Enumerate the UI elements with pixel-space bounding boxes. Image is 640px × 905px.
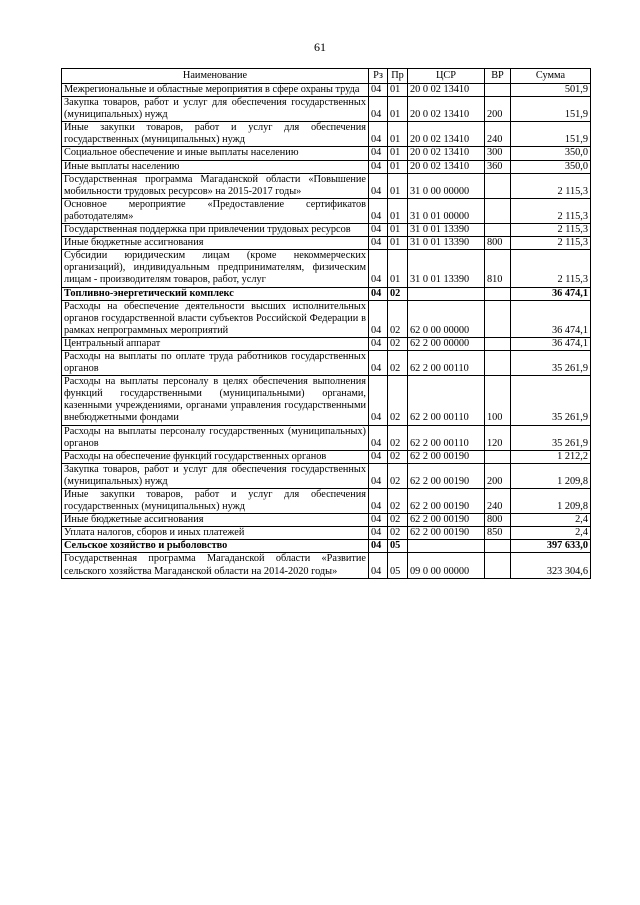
cell-name: Расходы на выплаты персоналу в целях обеспечения выполнения функций государственными (муниципальными) органами, казенными учреждениями, органами управления государственными внебюджетными фондами — [62, 376, 369, 425]
table-row — [62, 337, 591, 350]
cell-sum: 2,4 — [511, 527, 591, 540]
cell-rz: 04 — [369, 198, 388, 223]
budget-table — [61, 68, 591, 579]
cell-name: Государственная поддержка при привлечении трудовых ресурсов — [62, 224, 369, 237]
table-row — [62, 489, 591, 514]
table-row — [62, 376, 591, 425]
cell-vr — [485, 337, 511, 350]
cell-name: Иные бюджетные ассигнования — [62, 514, 369, 527]
cell-vr — [485, 198, 511, 223]
cell-pr: 02 — [388, 287, 408, 300]
cell-name: Межрегиональные и областные мероприятия в сфере охраны труда — [62, 84, 369, 97]
cell-vr — [485, 84, 511, 97]
cell-vr — [485, 300, 511, 337]
cell-sum: 151,9 — [511, 122, 591, 147]
cell-rz: 04 — [369, 425, 388, 450]
cell-name: Расходы на выплаты по оплате труда работников государственных органов — [62, 350, 369, 375]
header-rz: Рз — [369, 69, 388, 84]
cell-rz: 04 — [369, 84, 388, 97]
cell-name: Иные закупки товаров, работ и услуг для обеспечения государственных (муниципальных) нужд — [62, 489, 369, 514]
cell-vr — [485, 287, 511, 300]
cell-csr: 31 0 01 13390 — [408, 237, 485, 250]
cell-pr: 02 — [388, 527, 408, 540]
cell-vr — [485, 224, 511, 237]
cell-rz: 04 — [369, 300, 388, 337]
cell-vr: 360 — [485, 160, 511, 173]
table-row — [62, 350, 591, 375]
table-row — [62, 553, 591, 578]
cell-sum: 2 115,3 — [511, 198, 591, 223]
cell-pr: 02 — [388, 350, 408, 375]
cell-pr: 01 — [388, 237, 408, 250]
cell-csr: 62 2 00 00000 — [408, 337, 485, 350]
cell-rz: 04 — [369, 173, 388, 198]
header-sum: Сумма — [511, 69, 591, 84]
table-row — [62, 147, 591, 160]
cell-rz: 04 — [369, 147, 388, 160]
cell-name: Закупка товаров, работ и услуг для обеспечения государственных (муниципальных) нужд — [62, 463, 369, 488]
cell-vr: 240 — [485, 122, 511, 147]
cell-sum: 1 212,2 — [511, 450, 591, 463]
cell-name: Расходы на обеспечение функций государственных органов — [62, 450, 369, 463]
cell-vr: 810 — [485, 250, 511, 287]
cell-csr: 62 2 00 00110 — [408, 376, 485, 425]
cell-vr: 200 — [485, 97, 511, 122]
cell-csr: 31 0 01 00000 — [408, 198, 485, 223]
cell-sum: 350,0 — [511, 147, 591, 160]
cell-rz: 04 — [369, 122, 388, 147]
header-vr: ВР — [485, 69, 511, 84]
cell-pr: 02 — [388, 300, 408, 337]
header-pr: Пр — [388, 69, 408, 84]
cell-name: Уплата налогов, сборов и иных платежей — [62, 527, 369, 540]
cell-rz: 04 — [369, 237, 388, 250]
table-row — [62, 237, 591, 250]
cell-vr: 850 — [485, 527, 511, 540]
cell-name: Субсидии юридическим лицам (кроме некоммерческих организаций), индивидуальным предпринимателям, физическим лицам - производителям товаров, работ, услуг — [62, 250, 369, 287]
cell-csr: 62 2 00 00190 — [408, 463, 485, 488]
cell-pr: 02 — [388, 450, 408, 463]
cell-sum: 397 633,0 — [511, 540, 591, 553]
table-row — [62, 97, 591, 122]
cell-name: Государственная программа Магаданской области «Повышение мобильности трудовых ресурсов» на 2015-2017 годы» — [62, 173, 369, 198]
cell-pr: 02 — [388, 514, 408, 527]
cell-sum: 501,9 — [511, 84, 591, 97]
cell-pr: 01 — [388, 160, 408, 173]
cell-sum: 35 261,9 — [511, 350, 591, 375]
cell-name: Топливно-энергетический комплекс — [62, 287, 369, 300]
cell-sum: 35 261,9 — [511, 376, 591, 425]
cell-vr — [485, 450, 511, 463]
cell-name: Иные закупки товаров, работ и услуг для обеспечения государственных (муниципальных) нужд — [62, 122, 369, 147]
cell-sum: 2 115,3 — [511, 237, 591, 250]
cell-pr: 01 — [388, 147, 408, 160]
cell-pr: 01 — [388, 224, 408, 237]
cell-csr: 20 0 02 13410 — [408, 97, 485, 122]
cell-name: Основное мероприятие «Предоставление сертификатов работодателям» — [62, 198, 369, 223]
cell-csr: 31 0 01 13390 — [408, 250, 485, 287]
cell-sum: 2,4 — [511, 514, 591, 527]
cell-csr: 20 0 02 13410 — [408, 122, 485, 147]
cell-pr: 01 — [388, 198, 408, 223]
table-row — [62, 160, 591, 173]
cell-sum: 36 474,1 — [511, 300, 591, 337]
cell-name: Закупка товаров, работ и услуг для обеспечения государственных (муниципальных) нужд — [62, 97, 369, 122]
table-row — [62, 300, 591, 337]
cell-csr — [408, 540, 485, 553]
cell-pr: 02 — [388, 376, 408, 425]
cell-pr: 01 — [388, 97, 408, 122]
cell-sum: 1 209,8 — [511, 463, 591, 488]
cell-pr: 02 — [388, 463, 408, 488]
table-row — [62, 450, 591, 463]
cell-rz: 04 — [369, 450, 388, 463]
cell-pr: 05 — [388, 540, 408, 553]
cell-csr: 62 2 00 00110 — [408, 350, 485, 375]
cell-rz: 04 — [369, 287, 388, 300]
cell-vr — [485, 540, 511, 553]
cell-csr: 62 2 00 00190 — [408, 489, 485, 514]
cell-sum: 36 474,1 — [511, 287, 591, 300]
cell-csr: 62 0 00 00000 — [408, 300, 485, 337]
cell-pr: 02 — [388, 337, 408, 350]
cell-pr: 01 — [388, 84, 408, 97]
header-name: Наименование — [62, 69, 369, 84]
table-row — [62, 250, 591, 287]
table-row — [62, 122, 591, 147]
cell-csr: 62 2 00 00190 — [408, 527, 485, 540]
cell-sum: 2 115,3 — [511, 250, 591, 287]
cell-sum: 35 261,9 — [511, 425, 591, 450]
cell-csr: 31 0 00 00000 — [408, 173, 485, 198]
cell-sum: 2 115,3 — [511, 173, 591, 198]
cell-rz: 04 — [369, 376, 388, 425]
cell-csr: 20 0 02 13410 — [408, 147, 485, 160]
cell-vr — [485, 350, 511, 375]
table-row — [62, 425, 591, 450]
cell-vr: 800 — [485, 237, 511, 250]
cell-name: Иные бюджетные ассигнования — [62, 237, 369, 250]
cell-rz: 04 — [369, 553, 388, 578]
cell-rz: 04 — [369, 489, 388, 514]
table-row — [62, 527, 591, 540]
cell-pr: 01 — [388, 173, 408, 198]
cell-vr — [485, 553, 511, 578]
cell-pr: 01 — [388, 122, 408, 147]
cell-csr: 31 0 01 13390 — [408, 224, 485, 237]
cell-sum: 350,0 — [511, 160, 591, 173]
cell-pr: 01 — [388, 250, 408, 287]
cell-vr: 100 — [485, 376, 511, 425]
cell-rz: 04 — [369, 160, 388, 173]
table-row — [62, 463, 591, 488]
table-row — [62, 173, 591, 198]
cell-name: Иные выплаты населению — [62, 160, 369, 173]
header-csr: ЦСР — [408, 69, 485, 84]
cell-csr — [408, 287, 485, 300]
cell-rz: 04 — [369, 514, 388, 527]
cell-csr: 62 2 00 00190 — [408, 514, 485, 527]
cell-sum: 151,9 — [511, 97, 591, 122]
cell-vr: 800 — [485, 514, 511, 527]
cell-sum: 2 115,3 — [511, 224, 591, 237]
cell-vr: 240 — [485, 489, 511, 514]
cell-vr — [485, 173, 511, 198]
cell-rz: 04 — [369, 97, 388, 122]
cell-rz: 04 — [369, 540, 388, 553]
table-row — [62, 514, 591, 527]
cell-pr: 02 — [388, 425, 408, 450]
cell-rz: 04 — [369, 350, 388, 375]
cell-vr: 120 — [485, 425, 511, 450]
cell-vr: 200 — [485, 463, 511, 488]
cell-rz: 04 — [369, 224, 388, 237]
cell-rz: 04 — [369, 250, 388, 287]
cell-rz: 04 — [369, 337, 388, 350]
cell-sum: 323 304,6 — [511, 553, 591, 578]
cell-name: Государственная программа Магаданской области «Развитие сельского хозяйства Магаданской области на 2014-2020 годы» — [62, 553, 369, 578]
cell-sum: 36 474,1 — [511, 337, 591, 350]
table-row — [62, 198, 591, 223]
cell-csr: 09 0 00 00000 — [408, 553, 485, 578]
cell-name: Расходы на обеспечение деятельности высших исполнительных органов государственной власти субъектов Российской Федерации в рамках непрограммных мероприятий — [62, 300, 369, 337]
cell-rz: 04 — [369, 463, 388, 488]
cell-pr: 05 — [388, 553, 408, 578]
cell-name: Социальное обеспечение и иные выплаты населению — [62, 147, 369, 160]
table-row — [62, 287, 591, 300]
cell-pr: 02 — [388, 489, 408, 514]
cell-csr: 62 2 00 00190 — [408, 450, 485, 463]
cell-name: Расходы на выплаты персоналу государственных (муниципальных) органов — [62, 425, 369, 450]
cell-name: Сельское хозяйство и рыболовство — [62, 540, 369, 553]
cell-csr: 20 0 02 13410 — [408, 160, 485, 173]
page-number: 61 — [314, 40, 326, 54]
cell-name: Центральный аппарат — [62, 337, 369, 350]
cell-csr: 62 2 00 00110 — [408, 425, 485, 450]
cell-csr: 20 0 02 13410 — [408, 84, 485, 97]
cell-sum: 1 209,8 — [511, 489, 591, 514]
table-row — [62, 540, 591, 553]
table-body — [62, 84, 591, 579]
table-row — [62, 224, 591, 237]
cell-rz: 04 — [369, 527, 388, 540]
table-row — [62, 84, 591, 97]
table-header-row — [62, 69, 591, 84]
cell-vr: 300 — [485, 147, 511, 160]
